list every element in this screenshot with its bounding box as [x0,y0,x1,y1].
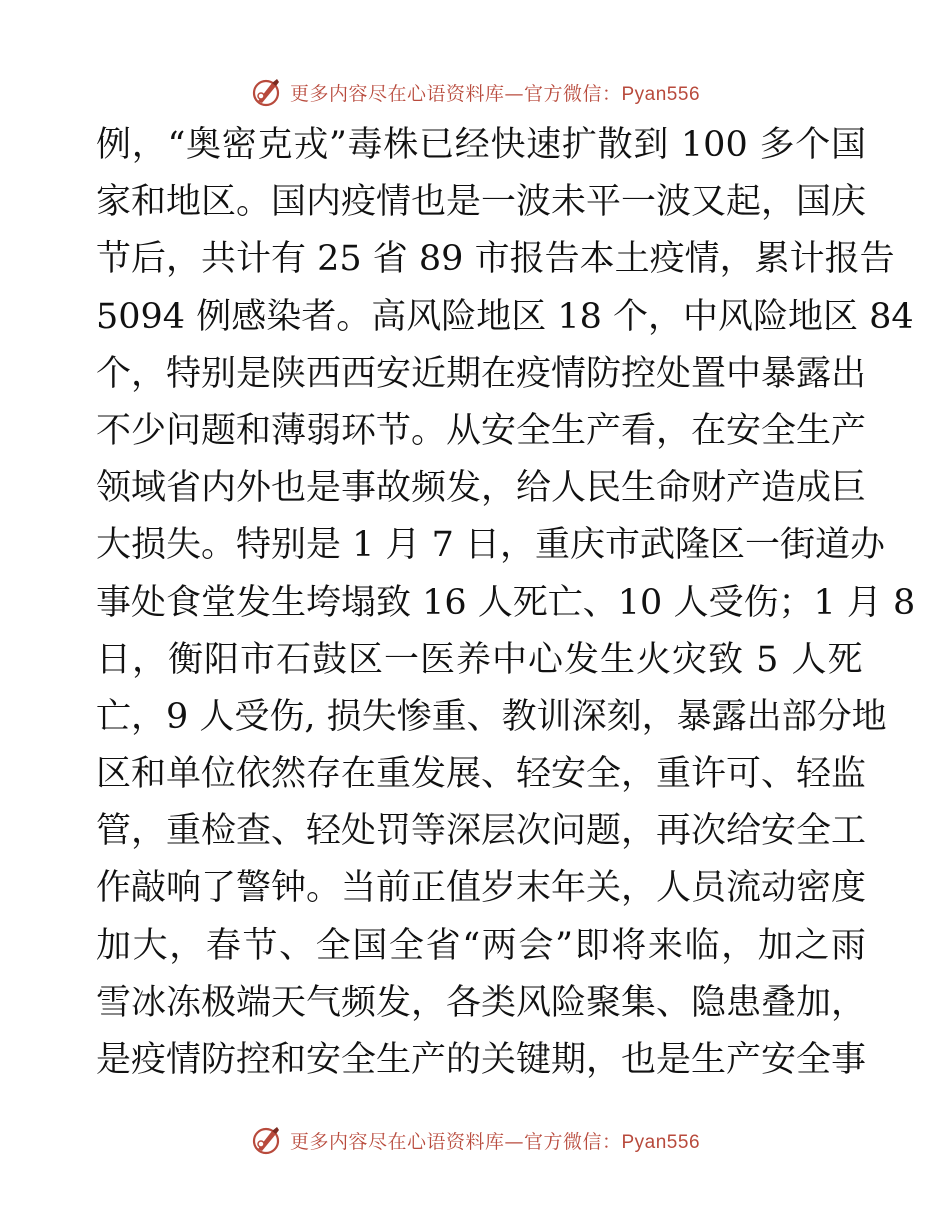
header-watermark-banner [0,72,950,112]
text-line: 领域省内外也是事故频发，给人民生命财产造成巨 [96,468,867,509]
text-line: 作敲响了警钟。当前正值岁末年关，人员流动密度 [96,868,867,909]
footer-wechat-handle: Pyan556 [621,1131,701,1153]
text-line: 5094 例感染者。高风险地区 18 个，中风险地区 84 [96,296,914,337]
footer-banner-text: 更多内容尽在心语资料库—官方微信： [289,1130,622,1153]
text-line: 大损失。特别是 1 月 7 日，重庆市武隆区一街道办 [96,525,886,566]
body-paragraph [96,117,916,1089]
text-line: 日，衡阳市石鼓区一医养中心发生火灾致 5 人死 [96,639,864,680]
text-line: 不少问题和薄弱环节。从安全生产看，在安全生产 [96,410,867,451]
text-line: 个，特别是陕西西安近期在疫情防控处置中暴露出 [96,353,867,394]
text-line: 节后，共计有 25 省 89 市报告本土疫情，累计报告 [96,239,895,280]
text-line: 事处食堂发生垮塌致 16 人死亡、10 人受伤；1 月 8 [96,582,916,623]
text-line: 区和单位依然存在重发展、轻安全，重许可、轻监 [96,754,867,795]
footer-watermark-banner [0,1120,950,1160]
text-line: 是疫情防控和安全生产的关键期，也是生产安全事 [96,1040,867,1080]
header-wechat-handle: Pyan556 [621,83,701,105]
text-line: 亡，9 人受伤, 损失惨重、教训深刻，暴露出部分地 [96,696,887,737]
text-line: 管，重检查、轻处罚等深层次问题，再次给安全工 [96,811,867,852]
pen-logo-icon [250,75,284,109]
header-banner-text: 更多内容尽在心语资料库—官方微信： [289,82,622,105]
text-line: 雪冰冻极端天气频发，各类风险聚集、隐患叠加， [96,982,867,1023]
text-line: 加大，春节、全国全省“两会”即将来临，加之雨 [96,925,866,966]
pen-logo-icon [250,1123,284,1157]
text-line: 家和地区。国内疫情也是一波未平一波又起，国庆 [96,182,867,223]
text-line: 例，“奥密克戎”毒株已经快速扩散到 100 多个国 [96,125,866,165]
